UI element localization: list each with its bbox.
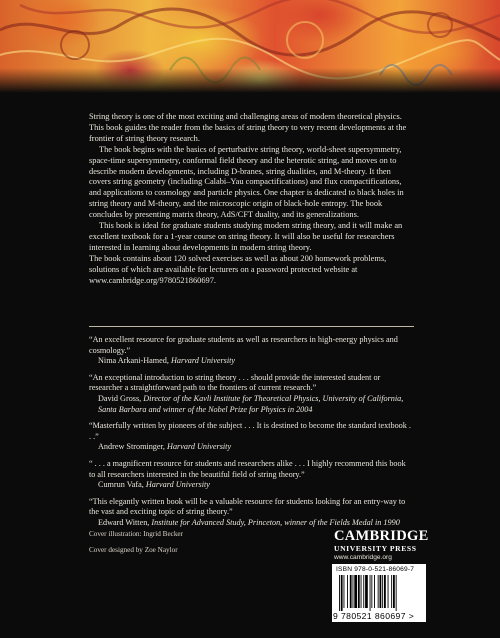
endorsement-attribution: David Gross, Director of the Kavli Institute for Theoretical Physics, University of California, Santa Barbara and winner of the Nobel Prize for Physics in 2004 <box>98 393 404 414</box>
endorsement-quote: “An excellent resource for graduate students as well as researchers in high-energy physics and cosmology.” <box>89 335 398 355</box>
publisher-website: www.cambridge.org <box>334 554 392 561</box>
description-paragraph: The book contains about 120 solved exercises as well as about 200 homework problems, solutions of which are available for lecturers on a password protected website at www.cambridge.org/9780521860697. <box>89 253 387 285</box>
endorsement-quote: “This elegantly written book will be a valuable resource for students looking for an entry-way to the vast and exciting topic of string theory.” <box>89 496 406 517</box>
design-credit: Cover designed by Zoe Naylor <box>89 546 178 554</box>
barcode-icon <box>335 575 423 611</box>
publisher-name: CAMBRIDGE <box>334 528 429 544</box>
endorsement <box>89 335 414 367</box>
barcode-panel <box>332 564 426 622</box>
endorsement-quote: “An exceptional introduction to string theory . . . should provide the interested student or researcher a straightforward path to the frontiers of current research.” <box>89 372 381 393</box>
publisher-logo <box>334 528 429 562</box>
endorsement-attribution: Cumrun Vafa, Harvard University <box>98 480 210 490</box>
description-paragraph: The book begins with the basics of perturbative string theory, world-sheet supersymmetry, space-time supersymmetry, conformal field theory and the heterotic string, and moves on to describe modern developments, including D-branes, string dualities, and M-theory. It then covers string geometry (including Calabi–Yau compactifications) and flux compactifications, and applications to cosmology and particle physics. One chapter is dedicated to black holes in string theory and M-theory, and the microscopic origin of black-hole entropy. The book concludes by presenting matrix theory, AdS/CFT duality, and its generalizations. <box>89 144 404 220</box>
cover-illustration <box>0 0 500 93</box>
cover-credits <box>89 530 289 562</box>
section-divider <box>89 326 414 327</box>
publisher-subtitle: UNIVERSITY PRESS <box>334 544 417 553</box>
endorsement <box>89 497 414 529</box>
endorsement <box>89 421 414 453</box>
endorsement-quote: “Masterfully written by pioneers of the subject . . . It is destined to become the standard textbook . . .” <box>89 421 411 441</box>
endorsement-attribution: Nima Arkani-Hamed, Harvard University <box>98 356 236 366</box>
endorsements <box>89 335 414 535</box>
book-description <box>89 112 414 287</box>
isbn-label: ISBN 978-0-521-86069-7 <box>336 566 415 573</box>
description-paragraph: String theory is one of the most exciting and challenging areas of modern theoretical physics. This book guides the reader from the basics of string theory to very recent developments at the frontier of string theory research. <box>89 112 407 143</box>
endorsement-quote: “ . . . a magnificent resource for students and researchers alike . . . I highly recommend this book to all researchers interested in the beautiful field of string theory.” <box>89 458 406 479</box>
endorsement-attribution: Edward Witten, Institute for Advanced Study, Princeton, winner of the Fields Medal in 1990 <box>98 517 400 527</box>
endorsement-attribution: Andrew Strominger, Harvard University <box>98 442 232 452</box>
endorsement <box>89 459 414 491</box>
endorsement <box>89 373 414 415</box>
description-paragraph: This book is ideal for graduate students studying modern string theory, and it will make an excellent textbook for a 1-year course on string theory. It will also be useful for researchers interested in learning about developments in modern string theory. <box>89 221 403 252</box>
illustration-credit: Cover illustration: Ingrid Becker <box>89 530 184 538</box>
barcode-digits: 9 780521 860697 > <box>333 611 415 621</box>
